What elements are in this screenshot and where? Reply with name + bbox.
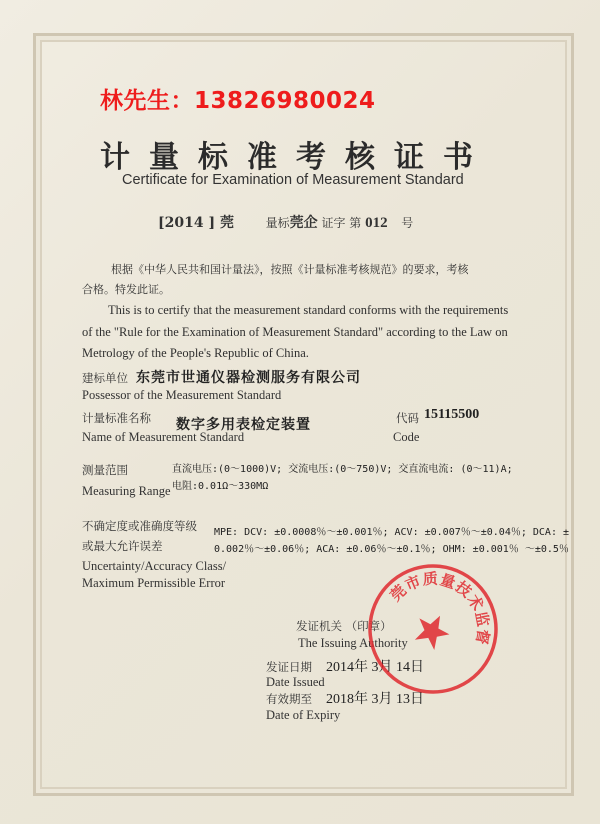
seal-text: 东莞市质量技术监督局 (386, 569, 493, 647)
cert-mid-1: 量标 (265, 216, 290, 230)
standard-name-label-cn: 计量标准名称 (82, 411, 151, 425)
possessor-value: 东莞市世通仪器检测服务有限公司 (136, 370, 361, 386)
range-label-cn: 测量范围 (82, 463, 128, 477)
code-label-cn: 代码 (396, 411, 419, 425)
contact-phone: 林先生：13826980024 (100, 88, 376, 114)
standard-name-label-en: Name of Measurement Standard (82, 430, 245, 444)
cert-mid-2: 莞企 (289, 215, 318, 231)
issued-label-cn: 发证日期 (266, 660, 312, 674)
statement-en-line1: This is to certify that the measurement standard conforms with the requirements (108, 303, 509, 317)
cert-mid-3: 证字 第 (321, 216, 362, 230)
issued-value: 2014年 3月 14日 (326, 660, 424, 675)
range-line2: 电阻:0.01Ω～330MΩ (172, 481, 269, 492)
uncertainty-line1: MPE: DCV: ±0.0008％～±0.001％; ACV: ±0.007％～±0.04％; DCA: ± (214, 527, 570, 538)
statement-en-line3: Metrology of the People's Republic of China. (82, 346, 309, 360)
range-line1: 直流电压:(0～1000)V; 交流电压:(0～750)V; 交直流电流: (0～11)A; (172, 464, 513, 475)
statement-cn-line1: 根据《中华人民共和国计量法》，按照《计量标准考核规范》的要求，考核 (111, 263, 469, 276)
cert-suffix: 号 (401, 216, 414, 230)
issued-label-en: Date Issued (266, 675, 325, 689)
official-seal (366, 562, 500, 696)
title-english: Certificate for Examination of Measurement Standard (122, 172, 464, 188)
range-label-en: Measuring Range (82, 484, 171, 498)
issuing-label-en: The Issuing Authority (298, 636, 408, 650)
certificate-number (158, 212, 413, 232)
expiry-label-cn: 有效期至 (266, 692, 312, 706)
cert-year: [2014 ] 莞 (158, 215, 234, 231)
uncertainty-label-en-2: Maximum Permissible Error (82, 576, 226, 590)
possessor-label-cn: 建标单位 (82, 371, 128, 385)
standard-name-value: 数字多用表检定装置 (176, 417, 311, 433)
code-value: 15115500 (424, 407, 480, 422)
uncertainty-label-cn-1: 不确定度或准确度等级 (82, 519, 197, 533)
expiry-value: 2018年 3月 13日 (326, 692, 424, 707)
expiry-label-en: Date of Expiry (266, 708, 341, 722)
seal-star-icon (410, 608, 456, 653)
uncertainty-label-en-1: Uncertainty/Accuracy Class/ (82, 559, 227, 573)
code-label-en: Code (393, 430, 420, 444)
title-chinese: 计量标准考核证书 (100, 140, 492, 175)
uncertainty-label-cn-2: 或最大允许误差 (82, 539, 163, 553)
statement-en-line2: of the "Rule for the Examination of Measurement Standard" according to the Law on (82, 325, 508, 339)
uncertainty-line2: 0.002％～±0.06％; ACA: ±0.06％～±0.1％; OHM: ±0.001％ ～±0.5％ (214, 544, 569, 555)
issuing-label-cn: 发证机关 （印章） (296, 619, 392, 633)
statement-cn-line2: 合格。特发此证。 (82, 283, 170, 296)
cert-number-value: 012 (365, 215, 388, 231)
possessor-label-en: Possessor of the Measurement Standard (82, 388, 282, 402)
